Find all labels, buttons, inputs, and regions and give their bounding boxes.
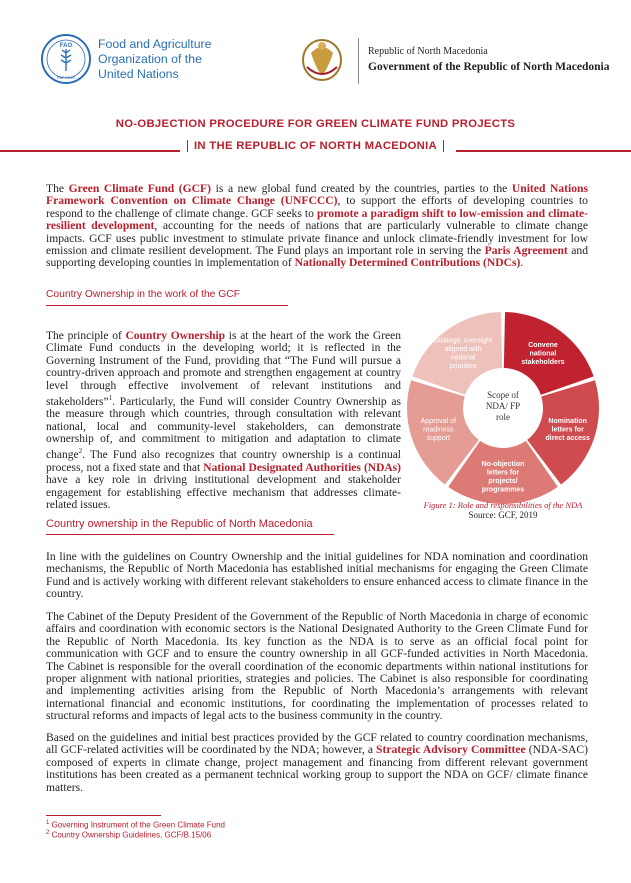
intro-highlight: Green Climate Fund (GCF) <box>68 182 212 195</box>
para-text: have a key role in driving institutional development and stakeholder engagement for establishing effective mechanism that addresses climate-related issues. <box>46 474 401 511</box>
footnote-text: Country Ownership Guidelines, GCF/B.15/06 <box>49 830 212 840</box>
document-title-line2 <box>0 140 631 152</box>
diagram-segment-label: support <box>426 435 451 443</box>
para-text: (NDA-SAC) composed of experts in climate change, project management and financing from different relevant government institutions has been created as a permanent technical working group to support the NDA on GCF/ climate finance matters. <box>46 743 588 794</box>
intro-text: , to support the efforts of developing countries to respond to the challenge of climate change. GCF seeks to <box>46 194 588 220</box>
para-highlight: Strategic Advisory Committee <box>376 743 526 757</box>
section-heading-north-macedonia: Country ownership in the Republic of North Macedonia <box>46 518 313 530</box>
diagram-segment-label: Approval of <box>420 418 457 426</box>
title-line2-text: IN THE REPUBLIC OF NORTH MACEDONIA <box>187 140 444 152</box>
nda-role-diagram <box>405 310 601 506</box>
diagram-segment-label: Convene <box>528 341 558 349</box>
advisory-committee-paragraph <box>46 732 588 794</box>
section-rule <box>46 534 334 535</box>
footnote-ref: 1 <box>108 394 113 403</box>
diagram-segment-label: Nomination <box>548 418 587 426</box>
diagram-segment-label: national <box>529 350 557 358</box>
para-text: . The Fund also recognizes that country ownership is a continual process, not a fixed state and that <box>46 449 401 474</box>
para-text: is at the heart of the work the Green Climate Fund conducts in the developing world; it is reflected in the Governing Instrument of the Fund, providing that “The Fund will pursue a country-driven approach and promote and strengthen engagement at country level through effective involvement of relevant institutions and stakeholders” <box>46 330 401 408</box>
header-divider <box>358 38 359 84</box>
diagram-segment-label: Strategic oversight <box>434 337 493 345</box>
intro-highlight: United Nations Framework Convention on Climate Change (UNFCCC) <box>46 182 588 208</box>
footnote <box>46 820 225 830</box>
fao-name-line: United Nations <box>98 67 179 81</box>
government-emblem <box>297 33 347 83</box>
diagram-segment-label: priorities <box>449 363 477 371</box>
footnote <box>46 830 211 840</box>
para-highlight: Country Ownership <box>125 330 226 342</box>
diagram-center-line: NDA/ FP <box>485 401 521 411</box>
section-heading-country-ownership: Country Ownership in the work of the GCF <box>46 289 241 300</box>
diagram-segment <box>412 312 502 395</box>
section-rule <box>46 305 288 306</box>
footnote-number: 2 <box>46 830 50 836</box>
diagram-segment-label: national <box>450 354 476 362</box>
diagram-center-line: role <box>496 412 510 422</box>
country-ownership-paragraph <box>46 330 401 511</box>
intro-highlight: promote a paradigm shift to low-emission and climate-resilient development <box>46 206 589 233</box>
diagram-segment-label: programmes <box>481 486 525 494</box>
intro-text: and supporting developing counties in implementation of <box>46 244 588 270</box>
fao-letters: FAO <box>59 43 73 49</box>
diagram-segment-label: stakeholders <box>521 358 565 366</box>
diagram-segment-label: No-objection <box>481 460 525 468</box>
fao-motto: FIAT PANIS <box>56 76 76 80</box>
para-text: The principle of <box>46 330 126 342</box>
fao-name-line: Organization of the <box>98 52 202 66</box>
intro-paragraph <box>46 183 588 270</box>
diagram-segment-label: direct access <box>545 435 590 443</box>
para-text: . Particularly, the Fund will consider Country Ownership as the measure through which countries, through consultation with relevant national, local and community-level stakeholders, can demonstrate ownership of, and commitment to mitigation and adaptation to climate change <box>46 395 401 462</box>
republic-label: Republic of North Macedonia <box>368 46 488 57</box>
figure-caption: Figure 1: Role and responsibilities of the NDA <box>423 500 583 510</box>
intro-text: The <box>46 182 69 195</box>
intro-highlight: Paris Agreement <box>484 244 568 258</box>
intro-text: . <box>520 256 524 270</box>
diagram-center-line: Scope of <box>487 390 519 400</box>
fao-name <box>98 37 211 82</box>
footnote-text: Governing Instrument of the Green Climate Fund <box>49 820 225 830</box>
diagram-segment-label: letters for <box>551 426 584 434</box>
diagram-segment-label: projects/ <box>488 477 518 485</box>
diagram-segment-label: letters for <box>486 469 520 477</box>
intro-text: , accounting for the needs of nations that are particularly vulnerable to climate change impacts. GCF uses public investment to stimulate private finance and unlock climate-friendly investment for low emission and climate resilient development. The Fund plays an important role in serving the <box>46 219 588 258</box>
government-label: Government of the Republic of North Macedonia <box>368 61 610 73</box>
fao-logo <box>40 33 92 85</box>
intro-highlight: Nationally Determined Contributions (NDCs) <box>294 256 521 270</box>
figure-source: Source: GCF, 2019 <box>468 510 538 520</box>
footnote-ref: 2 <box>78 447 83 456</box>
para-highlight: National Designated Authorities (NDAs) <box>203 461 401 474</box>
footnote-number: 1 <box>46 820 50 826</box>
fao-name-line: Food and Agriculture <box>98 37 212 51</box>
diagram-segment-label: aligned with <box>444 346 482 354</box>
intro-text: is a new global fund created by the countries, parties to the <box>211 182 512 195</box>
guidelines-paragraph: In line with the guidelines on Country Ownership and the initial guidelines for NDA nomination and coordination mechanisms, the Republic of North Macedonia has established initial mechanisms for engaging the Green Climate Fund and is actively working with different relevant stakeholders to ensure enhanced access to climate finance in the country. <box>46 550 588 601</box>
para-text: Based on the guidelines and initial best practices provided by the GCF related to country coordination mechanisms, all GCF-related activities will be coordinated by the NDA; however, a <box>46 731 588 757</box>
document-title-line1: NO-OBJECTION PROCEDURE FOR GREEN CLIMATE FUND PROJECTS <box>115 118 516 130</box>
diagram-segment-label: readiness <box>423 426 454 434</box>
footnote-rule <box>46 815 161 816</box>
cabinet-paragraph: The Cabinet of the Deputy President of the Government of the Republic of North Macedonia in charge of economic affairs and coordination with economic sectors is the National Designated Authority to the Green Climate Fund for the Republic of North Macedonia. Its key function as the NDA is to serve as an official focal point for communication with GCF and to ensure the country ownership in all GCF-funded activities in North Macedonia. The Cabinet is responsible for the overall coordination of the economic departments within national institutions for proper alignment with national priorities, strategies and policies. The Cabinet is also responsible for coordinating and implementing activities arising from the Republic of North Macedonia’s arrangements with relevant international financial and economic institutions, for coordinating the implementation of processes related to structural reforms and impacts of legal acts to the business community in the country. <box>46 610 588 723</box>
